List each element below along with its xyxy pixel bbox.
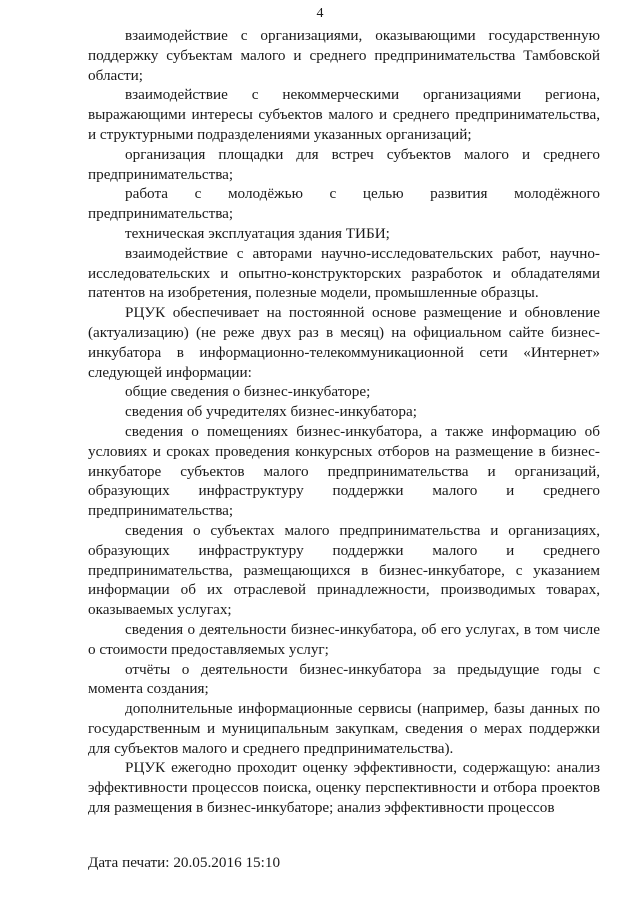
paragraph: сведения об учредителях бизнес-инкубатора;	[125, 403, 417, 421]
paragraph: сведения о деятельности бизнес-инкубатора, об его услугах, в том числе о стоимости предоставляемых услуг;	[88, 620, 600, 658]
paragraph: сведения о субъектах малого предпринимательства и организациях, образующих инфраструктуру поддержки малого и среднего предпринимательства, размещающихся в бизнес-инкубаторе, с указанием информации об их отраслевой принадлежности, производимых товарах, оказываемых услугах;	[88, 521, 600, 619]
paragraph: техническая эксплуатация здания ТИБИ;	[125, 224, 390, 242]
document-body	[88, 26, 600, 818]
paragraph: дополнительные информационные сервисы (например, базы данных по государственным и муниципальным закупкам, сведения о мерах поддержки для субъектов малого и среднего предпринимательства).	[88, 700, 600, 757]
paragraph: взаимодействие с некоммерческими организациями региона, выражающими интересы субъектов малого и среднего предпринимательства, и структурными подразделениями указанных организаций;	[88, 86, 600, 143]
paragraph: взаимодействие с организациями, оказывающими государственную поддержку субъектам малого и среднего предпринимательства Тамбовской области;	[88, 27, 600, 84]
paragraph: организация площадки для встреч субъектов малого и среднего предпринимательства;	[88, 145, 600, 183]
page-number: 4	[316, 6, 324, 21]
paragraph: работа с молодёжью с целью развития молодёжного предпринимательства;	[88, 185, 600, 223]
paragraph: общие сведения о бизнес-инкубаторе;	[125, 383, 371, 401]
paragraph: РЦУК обеспечивает на постоянной основе размещение и обновление (актуализацию) (не реже двух раз в месяц) на официальном сайте бизнес-инкубатора в информационно-телекоммуникационной сети «Интернет» следующей информации:	[88, 304, 600, 381]
paragraph: взаимодействие с авторами научно-исследовательских работ, научно-исследовательских и опытно-конструкторских разработок и обладателями патентов на изобретения, полезные модели, промышленные образцы.	[88, 244, 600, 302]
paragraph: отчёты о деятельности бизнес-инкубатора за предыдущие годы с момента создания;	[88, 660, 600, 698]
paragraph: сведения о помещениях бизнес-инкубатора, а также информацию об условиях и сроках проведения конкурсных отборов на размещение в бизнес-инкубаторе субъектов малого предпринимательства и организаций, образующих инфраструктуру поддержки малого и среднего предпринимательства;	[88, 422, 600, 520]
print-date-footer: Дата печати: 20.05.2016 15:10	[88, 854, 281, 871]
paragraph: РЦУК ежегодно проходит оценку эффективности, содержащую: анализ эффективности процессов поиска, оценку перспективности и отбора проектов для размещения в бизнес-инкубаторе; анализ эффективности процессов	[88, 759, 600, 817]
